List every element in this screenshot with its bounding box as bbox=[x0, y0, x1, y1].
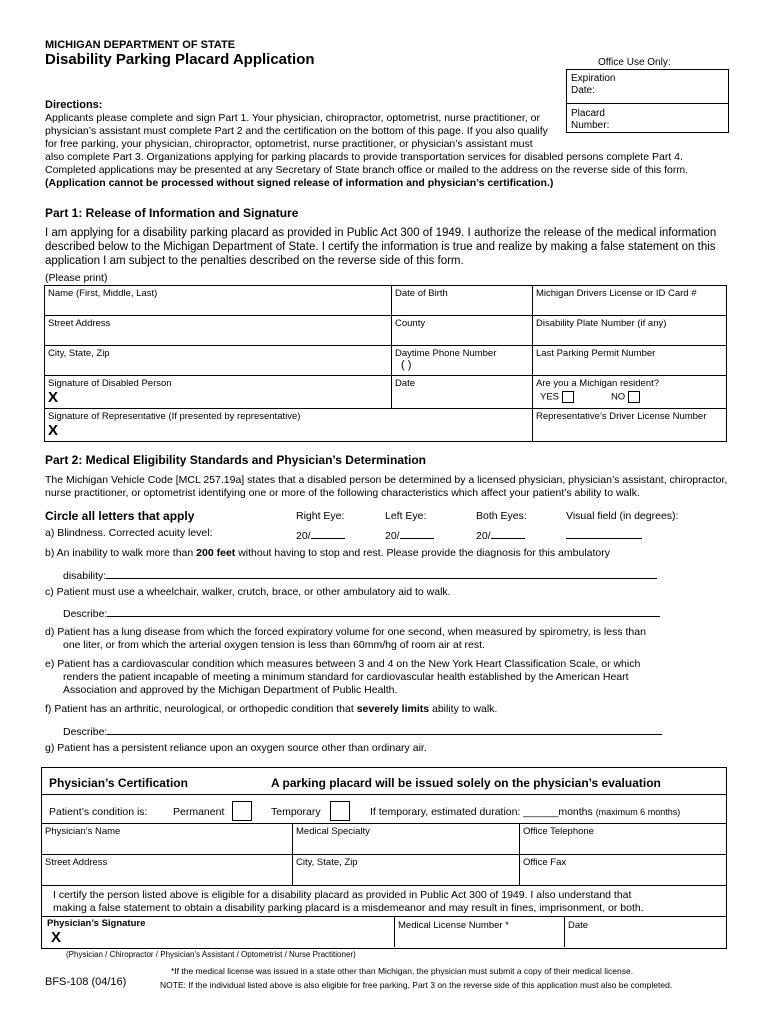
agency-name: MICHIGAN DEPARTMENT OF STATE bbox=[45, 39, 236, 51]
rep-license-label: Representative’s Driver License Number bbox=[536, 411, 707, 422]
describe-input-c[interactable] bbox=[107, 605, 660, 617]
circle-instruction: Circle all letters that apply bbox=[45, 509, 195, 523]
physician-date-label: Date bbox=[568, 920, 589, 931]
physician-signature-label: Physician’s Signature bbox=[47, 918, 146, 929]
no-label: NO bbox=[610, 391, 626, 403]
physician-city-field[interactable] bbox=[293, 855, 520, 886]
specialty-label: Medical Specialty bbox=[296, 826, 370, 837]
permit-label: Last Parking Permit Number bbox=[536, 348, 656, 359]
permanent-label: Permanent bbox=[173, 806, 225, 818]
county-label: County bbox=[395, 318, 426, 329]
directions-line-5: Completed applications may be presented at any Secretary of State branch office or mailed to the address on the reverse side of this form. bbox=[45, 164, 688, 176]
directions-line-2: physician’s assistant must complete Part 2 and the certification on the bottom of this page. If you also qualify bbox=[45, 125, 548, 137]
item-c: c) Patient must use a wheelchair, walker, crutch, brace, or other ambulatory aid to walk. bbox=[45, 586, 451, 598]
signature-x-mark: X bbox=[48, 389, 59, 406]
directions-line-3: for free parking, your physician, chiropractor, optometrist, nurse practitioner, or physician’s assistant must bbox=[45, 138, 533, 150]
physician-street-field[interactable] bbox=[42, 855, 293, 886]
part2-intro-2: nurse practitioner, or optometrist identifying one or more of the following characteristics which affect your patient’s ability to walk. bbox=[45, 487, 640, 499]
form-title: Disability Parking Placard Application bbox=[45, 51, 315, 68]
item-f-bold: severely limits bbox=[356, 703, 430, 715]
permanent-checkbox[interactable] bbox=[232, 801, 252, 821]
physician-types: (Physician / Chiropractor / Physician’s Assistant / Optometrist / Nurse Practitioner) bbox=[66, 950, 356, 959]
physician-notice: A parking placard will be issued solely on the physician’s evaluation bbox=[271, 776, 661, 790]
describe-label-c: Describe: bbox=[63, 608, 108, 620]
item-d-2: one liter, or from which the arterial oxygen tension is less than 60mm/hg of room air at rest. bbox=[63, 639, 485, 651]
disability-input[interactable] bbox=[106, 567, 657, 579]
office-use-box bbox=[566, 69, 729, 133]
placard-label-1: Placard bbox=[571, 108, 605, 119]
phone-label: Daytime Phone Number bbox=[395, 348, 497, 359]
item-e-3: Association and approved by the Michigan Department of Public Health. bbox=[63, 684, 398, 696]
physician-street-label: Street Address bbox=[45, 857, 108, 868]
signature-disabled-label: Signature of Disabled Person bbox=[48, 378, 172, 389]
dob-label: Date of Birth bbox=[395, 288, 448, 299]
applicant-info-table bbox=[44, 285, 727, 442]
item-f-text-1: f) Patient has an arthritic, neurological, or orthopedic condition that bbox=[45, 703, 357, 715]
physician-heading: Physician’s Certification bbox=[49, 776, 188, 790]
plate-field[interactable] bbox=[533, 316, 727, 346]
yes-label: YES bbox=[540, 391, 560, 403]
physician-signature-x: X bbox=[51, 929, 62, 946]
item-a: a) Blindness. Corrected acuity level: bbox=[45, 527, 213, 539]
temporary-label: Temporary bbox=[271, 806, 321, 818]
office-fax-field[interactable] bbox=[520, 855, 727, 886]
directions-heading: Directions: bbox=[45, 99, 103, 111]
specialty-field[interactable] bbox=[293, 824, 520, 855]
left-eye-label: Left Eye: bbox=[385, 510, 427, 522]
directions-line-1: Applicants please complete and sign Part 1. Your physician, chiropractor, optometrist, nurse practitioner, or bbox=[45, 112, 540, 124]
directions-line-4: also complete Part 3. Organizations applying for parking placards to provide transportation services for disabled persons complete Part 4. bbox=[45, 151, 683, 163]
form-id: BFS-108 (04/16) bbox=[45, 976, 127, 988]
condition-label: Patient’s condition is: bbox=[49, 806, 148, 818]
item-f-text-2: ability to walk. bbox=[429, 703, 498, 715]
license-label: Michigan Drivers License or ID Card # bbox=[536, 288, 697, 299]
expiration-label-1: Expiration bbox=[571, 73, 616, 84]
phone-field[interactable] bbox=[392, 346, 533, 376]
physician-name-field[interactable] bbox=[42, 824, 293, 855]
county-field[interactable] bbox=[392, 316, 533, 346]
office-fax-label: Office Fax bbox=[523, 857, 567, 868]
signature-rep-field[interactable] bbox=[45, 409, 533, 442]
visual-field-label: Visual field (in degrees): bbox=[566, 510, 679, 522]
resident-label: Are you a Michigan resident? bbox=[536, 378, 660, 389]
office-telephone-label: Office Telephone bbox=[523, 826, 594, 837]
item-d-1: d) Patient has a lung disease from which the forced expiratory volume for one second, when measured by spirometry, is less than bbox=[45, 626, 646, 638]
name-field[interactable] bbox=[45, 286, 392, 316]
item-b-text-1: b) An inability to walk more than bbox=[45, 547, 197, 559]
describe-label-f: Describe: bbox=[63, 726, 108, 738]
resident-field bbox=[533, 376, 727, 409]
item-f bbox=[45, 703, 497, 716]
part1-text-line-1: I am applying for a disability parking placard as provided in Public Act 300 of 1949. I authorize the release of the medical information bbox=[45, 227, 717, 239]
item-g: g) Patient has a persistent reliance upon an oxygen source other than ordinary air. bbox=[45, 742, 427, 754]
name-label: Name (First, Middle, Last) bbox=[48, 288, 158, 299]
both-eyes-prefix: 20/ bbox=[476, 530, 491, 542]
disability-label: disability: bbox=[63, 570, 107, 582]
dob-field[interactable] bbox=[392, 286, 533, 316]
physician-certification-box bbox=[41, 767, 727, 949]
part1-text bbox=[45, 226, 730, 268]
temporary-checkbox[interactable] bbox=[330, 801, 350, 821]
office-use-label: Office Use Only: bbox=[598, 57, 671, 68]
right-eye-input[interactable] bbox=[311, 527, 345, 539]
street-label: Street Address bbox=[48, 318, 111, 329]
right-eye-prefix: 20/ bbox=[296, 530, 311, 542]
date-label: Date bbox=[395, 378, 416, 389]
rep-signature-x-mark: X bbox=[48, 422, 59, 439]
plate-label: Disability Plate Number (if any) bbox=[536, 318, 667, 329]
placard-label-2: Number: bbox=[571, 120, 610, 131]
part1-text-line-2: described below to the Michigan Department of State. I certify the information is true and realize by making a false statement on this bbox=[45, 241, 716, 253]
certify-line-1: I certify the person listed above is eligible for a disability placard as provided in Public Act 300 of 1949. I also understand that bbox=[53, 889, 632, 901]
phone-parens: ( ) bbox=[401, 359, 412, 371]
physician-name-label: Physician’s Name bbox=[45, 826, 121, 837]
item-e-2: renders the patient incapable of meeting a minimum standard for cardiovascular health established by the American Heart bbox=[63, 671, 629, 683]
footer-note-2: NOTE: If the individual listed above is also eligible for free parking, Part 3 on the reverse side of this application must also be completed. bbox=[160, 980, 673, 990]
right-eye-label: Right Eye: bbox=[296, 510, 345, 522]
city-label: City, State, Zip bbox=[48, 348, 110, 359]
both-eyes-input[interactable] bbox=[491, 527, 525, 539]
rep-license-field[interactable] bbox=[533, 409, 727, 442]
left-eye-prefix: 20/ bbox=[385, 530, 400, 542]
office-telephone-field[interactable] bbox=[520, 824, 727, 855]
duration-max: (maximum 6 months) bbox=[595, 807, 681, 817]
license-field[interactable] bbox=[533, 286, 727, 316]
yes-checkbox[interactable] bbox=[562, 391, 574, 403]
permit-field[interactable] bbox=[533, 346, 727, 376]
both-eyes-label: Both Eyes: bbox=[476, 510, 527, 522]
expiration-label-2: Date: bbox=[571, 85, 595, 96]
directions-warning: (Application cannot be processed without signed release of information and physician’s certification.) bbox=[45, 177, 554, 189]
office-box-divider bbox=[567, 103, 728, 104]
left-eye-input[interactable] bbox=[400, 527, 434, 539]
part2-heading: Part 2: Medical Eligibility Standards and Physician’s Determination bbox=[45, 453, 426, 467]
certify-line-2: making a false statement to obtain a disability parking placard is a misdemeanor and may result in fines, imprisonment, or both. bbox=[53, 902, 644, 914]
footer-note-1: *If the medical license was issued in a state other than Michigan, the physician must submit a copy of their medical license. bbox=[171, 966, 634, 976]
city-field[interactable] bbox=[45, 346, 392, 376]
visual-field-input[interactable] bbox=[566, 527, 642, 539]
part2-intro-1: The Michigan Vehicle Code [MCL 257.19a] states that a disabled person be determined by a licensed physician, physician’s assistant, chiropractor, bbox=[45, 474, 728, 486]
date-field[interactable] bbox=[392, 376, 533, 409]
signature-disabled-field[interactable] bbox=[45, 376, 392, 409]
item-e-1: e) Patient has a cardiovascular condition which measures between 3 and 4 on the New York Heart Classification Scale, or which bbox=[45, 658, 641, 670]
item-b-text-2: without having to stop and rest. Please provide the diagnosis for this ambulatory bbox=[235, 547, 610, 559]
please-print: (Please print) bbox=[45, 272, 108, 284]
item-b-bold: 200 feet bbox=[196, 547, 236, 559]
item-b bbox=[45, 547, 610, 560]
medical-license-label: Medical License Number * bbox=[398, 920, 509, 931]
physician-city-label: City, State, Zip bbox=[296, 857, 358, 868]
no-checkbox[interactable] bbox=[628, 391, 640, 403]
signature-rep-label: Signature of Representative (If presented by representative) bbox=[48, 411, 301, 422]
physician-info-table bbox=[41, 823, 727, 886]
part1-text-line-3: application I am subject to the penalties described on the reverse side of this form. bbox=[45, 255, 464, 267]
describe-input-f[interactable] bbox=[107, 723, 662, 735]
duration-label: If temporary, estimated duration: ______months bbox=[370, 806, 593, 818]
street-field[interactable] bbox=[45, 316, 392, 346]
part1-heading: Part 1: Release of Information and Signature bbox=[45, 206, 299, 220]
